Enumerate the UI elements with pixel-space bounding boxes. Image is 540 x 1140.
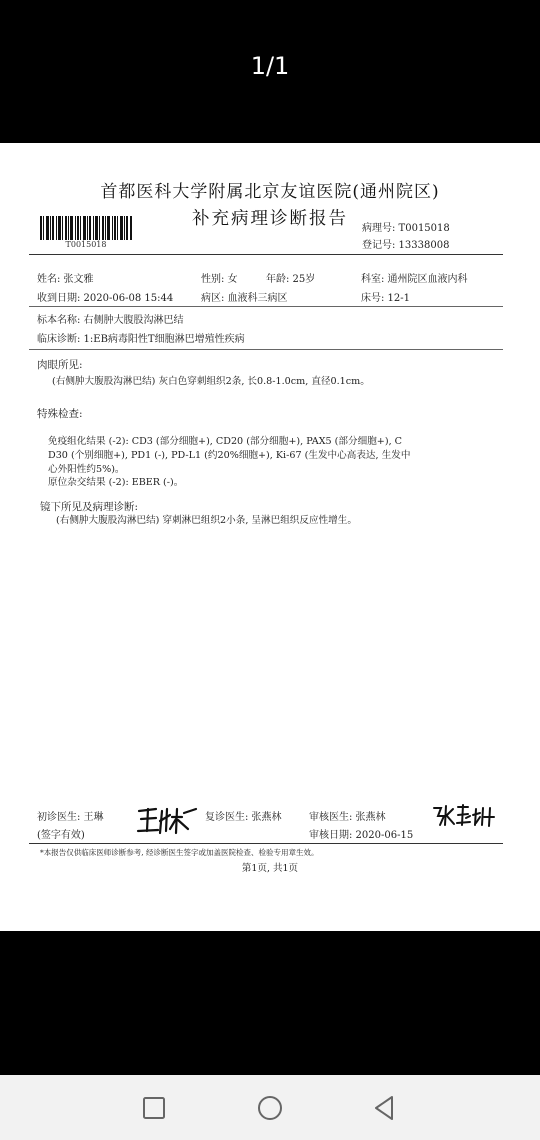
recents-button[interactable] bbox=[139, 1093, 169, 1123]
clinical-diagnosis: 临床诊断: 1:EB病毒阳性T细胞淋巴增殖性疾病 bbox=[37, 334, 245, 345]
received-date: 收到日期: 2020-06-08 15:44 bbox=[37, 293, 174, 304]
ihc-line: 免疫组化结果 (-2): CD3 (部分细胞+), CD20 (部分细胞+), PAX5 (部分细胞+), C bbox=[48, 436, 403, 447]
signature-valid-note: (签字有效) bbox=[37, 830, 85, 841]
ihc-line: 心外阳性约5%)。 bbox=[48, 464, 125, 475]
navigation-bar bbox=[0, 1075, 540, 1140]
microscopy-heading: 镜下所见及病理诊断: bbox=[40, 501, 139, 513]
gross-text: (右侧肿大腹股沟淋巴结) 灰白色穿刺组织2条, 长0.8-1.0cm, 直径0.1cm。 bbox=[52, 376, 370, 387]
gross-heading: 肉眼所见: bbox=[37, 359, 83, 371]
microscopy-text: (右侧肿大腹股沟淋巴结) 穿刺淋巴组织2小条, 呈淋巴组织反应性增生。 bbox=[56, 515, 357, 526]
patient-name: 姓名: 张文雅 bbox=[37, 274, 94, 285]
page-info: 第1页, 共1页 bbox=[241, 863, 299, 874]
report-page[interactable] bbox=[0, 143, 540, 931]
page-counter: 1/1 bbox=[250, 52, 290, 80]
initial-doctor: 初诊医生: 王琳 bbox=[37, 812, 104, 823]
divider bbox=[29, 254, 503, 255]
barcode-number: T0015018 bbox=[65, 240, 107, 249]
disclaimer: *本报告仅供临床医师诊断参考, 经诊断医生签字或加盖医院检查、检验专用章生效。 bbox=[40, 848, 319, 857]
circle-icon bbox=[257, 1095, 283, 1121]
hospital-name: 首都医科大学附属北京友谊医院(通州院区) bbox=[100, 182, 440, 202]
home-button[interactable] bbox=[255, 1093, 285, 1123]
audit-doctor-signature bbox=[432, 803, 498, 829]
review-doctor: 复诊医生: 张燕林 bbox=[205, 812, 282, 823]
audit-date: 审核日期: 2020-06-15 bbox=[309, 830, 414, 841]
specimen-name: 标本名称: 右侧肿大腹股沟淋巴结 bbox=[37, 315, 184, 326]
patient-bed: 床号: 12-1 bbox=[361, 293, 411, 304]
barcode bbox=[40, 216, 132, 240]
divider bbox=[29, 843, 503, 844]
report-ids bbox=[362, 220, 450, 254]
square-icon bbox=[142, 1096, 166, 1120]
patient-age: 年龄: 25岁 bbox=[266, 274, 316, 285]
ihc-line: D30 (个别细胞+), PD1 (-), PD-L1 (约20%细胞+), Ki-67 (生发中心高表达, 生发中 bbox=[48, 450, 411, 461]
patient-department: 科室: 通州院区血液内科 bbox=[361, 274, 468, 285]
initial-doctor-signature bbox=[136, 803, 198, 835]
patient-gender: 性别: 女 bbox=[201, 274, 238, 285]
audit-doctor: 审核医生: 张燕林 bbox=[309, 812, 386, 823]
special-exam-heading: 特殊检查: bbox=[37, 408, 83, 420]
divider bbox=[29, 306, 503, 307]
ish-line: 原位杂交结果 (-2): EBER (-)。 bbox=[48, 477, 184, 488]
pathology-number: 病理号: T0015018 bbox=[362, 223, 450, 234]
triangle-back-icon bbox=[372, 1095, 396, 1121]
back-button[interactable] bbox=[369, 1093, 399, 1123]
patient-ward: 病区: 血液科三病区 bbox=[201, 293, 288, 304]
registration-number: 登记号: 13338008 bbox=[362, 240, 450, 251]
report-title: 补充病理诊断报告 bbox=[192, 209, 348, 229]
divider bbox=[29, 349, 503, 350]
